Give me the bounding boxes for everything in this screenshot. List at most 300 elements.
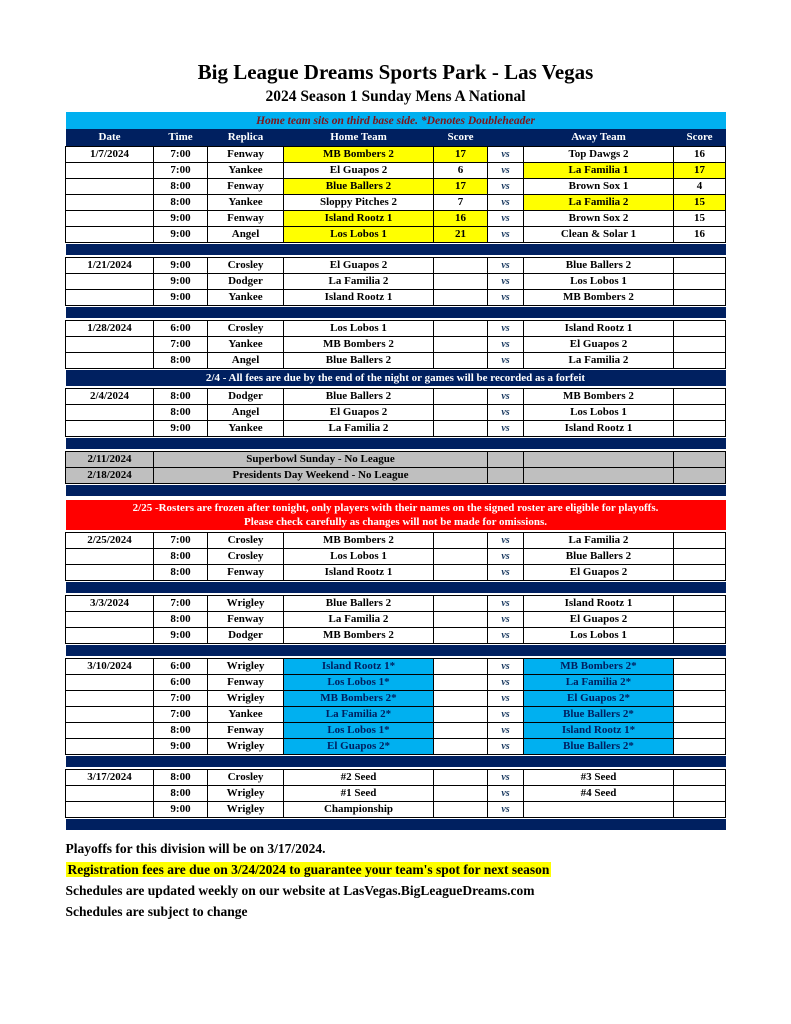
away-score-cell [674, 722, 726, 738]
vs-cell: vs [488, 690, 524, 706]
separator-bar [66, 645, 726, 656]
home-score-cell [434, 532, 488, 548]
schedule-table [65, 112, 726, 832]
game-row [66, 404, 726, 420]
separator-row [66, 756, 726, 767]
time-cell: 7:00 [154, 690, 208, 706]
replica-cell: Angel [208, 226, 284, 242]
vs-cell: vs [488, 162, 524, 178]
date-cell [66, 548, 154, 564]
date-cell: 2/11/2024 [66, 451, 154, 467]
away-score-cell [674, 548, 726, 564]
separator-bar [66, 819, 726, 830]
game-row [66, 658, 726, 674]
home-team-cell: Los Lobos 1* [284, 722, 434, 738]
away-team-cell: MB Bombers 2 [524, 388, 674, 404]
home-team-cell: MB Bombers 2 [284, 532, 434, 548]
game-row [66, 352, 726, 368]
replica-cell: Fenway [208, 722, 284, 738]
footer-text: Registration fees are due on 3/24/2024 to guarantee your team's spot for next season [67, 862, 550, 877]
vs-cell: vs [488, 336, 524, 352]
away-score-cell [674, 595, 726, 611]
date-cell: 1/28/2024 [66, 320, 154, 336]
home-team-cell: Island Rootz 1 [284, 289, 434, 305]
roster-freeze-notice-line: 2/25 -Rosters are frozen after tonight, only players with their names on the signed roster are eligible for playoffs. [132, 502, 659, 514]
time-cell: 8:00 [154, 194, 208, 210]
away-score-cell: 16 [674, 226, 726, 242]
time-cell: 9:00 [154, 257, 208, 273]
no-league-row [66, 451, 726, 467]
date-cell: 3/10/2024 [66, 658, 154, 674]
away-score-cell [674, 273, 726, 289]
date-cell [66, 289, 154, 305]
replica-cell: Wrigley [208, 801, 284, 817]
home-team-cell: El Guapos 2 [284, 162, 434, 178]
home-score-cell: 17 [434, 146, 488, 162]
date-cell [66, 564, 154, 580]
separator-row [66, 438, 726, 449]
game-row [66, 210, 726, 226]
away-score-cell [674, 336, 726, 352]
away-score-cell: 15 [674, 210, 726, 226]
away-team-cell: MB Bombers 2* [524, 658, 674, 674]
replica-cell: Crosley [208, 257, 284, 273]
away-score-cell [674, 801, 726, 817]
replica-cell: Angel [208, 352, 284, 368]
page-subtitle: 2024 Season 1 Sunday Mens A National [265, 88, 526, 105]
vs-cell: vs [488, 548, 524, 564]
home-team-cell: La Familia 2 [284, 611, 434, 627]
game-row [66, 257, 726, 273]
away-team-cell [524, 801, 674, 817]
separator-row [66, 582, 726, 593]
home-team-cell: La Familia 2 [284, 420, 434, 436]
date-cell: 2/25/2024 [66, 532, 154, 548]
replica-cell: Crosley [208, 532, 284, 548]
date-cell [66, 162, 154, 178]
replica-cell: Yankee [208, 162, 284, 178]
vs-cell: vs [488, 738, 524, 754]
home-team-cell: Los Lobos 1* [284, 674, 434, 690]
game-row [66, 336, 726, 352]
home-score-cell [434, 722, 488, 738]
footer-text: Schedules are updated weekly on our website at LasVegas.BigLeagueDreams.com [65, 883, 535, 898]
separator-bar [66, 582, 726, 593]
away-score-cell [674, 738, 726, 754]
time-cell: 8:00 [154, 178, 208, 194]
home-score-cell: 6 [434, 162, 488, 178]
home-score-cell [434, 289, 488, 305]
date-cell [66, 722, 154, 738]
time-cell: 7:00 [154, 146, 208, 162]
home-score-cell [434, 257, 488, 273]
column-header-row [66, 129, 726, 146]
footer-line [66, 880, 726, 901]
game-row [66, 548, 726, 564]
home-score-cell [434, 801, 488, 817]
away-score-cell [674, 451, 726, 467]
column-header-time: Time [154, 129, 208, 146]
time-cell: 8:00 [154, 404, 208, 420]
home-team-cell: Island Rootz 1 [284, 210, 434, 226]
vs-cell: vs [488, 257, 524, 273]
home-score-cell [434, 388, 488, 404]
home-team-cell: MB Bombers 2 [284, 627, 434, 643]
home-team-cell: El Guapos 2 [284, 404, 434, 420]
separator-bar [66, 438, 726, 449]
separator-row [66, 645, 726, 656]
footer-text: Playoffs for this division will be on 3/17/2024. [65, 841, 326, 856]
home-score-cell [434, 273, 488, 289]
date-cell: 3/3/2024 [66, 595, 154, 611]
vs-cell: vs [488, 769, 524, 785]
roster-freeze-notice [66, 500, 726, 530]
spacer-cell [66, 830, 726, 832]
home-score-cell [434, 548, 488, 564]
away-team-cell: Island Rootz 1 [524, 595, 674, 611]
home-team-cell: Los Lobos 1 [284, 320, 434, 336]
time-cell: 9:00 [154, 210, 208, 226]
replica-cell: Wrigley [208, 785, 284, 801]
replica-cell: Wrigley [208, 738, 284, 754]
date-cell: 2/4/2024 [66, 388, 154, 404]
date-cell [66, 226, 154, 242]
footer-line [66, 901, 726, 922]
game-row [66, 690, 726, 706]
game-row [66, 320, 726, 336]
time-cell: 8:00 [154, 785, 208, 801]
date-cell [66, 352, 154, 368]
vs-cell: vs [488, 352, 524, 368]
home-score-cell [434, 352, 488, 368]
home-score-cell [434, 336, 488, 352]
replica-cell: Wrigley [208, 595, 284, 611]
date-cell: 3/17/2024 [66, 769, 154, 785]
game-row [66, 194, 726, 210]
date-cell [66, 674, 154, 690]
date-cell [66, 194, 154, 210]
game-row [66, 706, 726, 722]
game-row [66, 564, 726, 580]
footer-line [66, 859, 726, 880]
date-cell: 2/18/2024 [66, 467, 154, 483]
time-cell: 8:00 [154, 722, 208, 738]
date-cell [66, 611, 154, 627]
date-cell [66, 627, 154, 643]
date-cell: 1/7/2024 [66, 146, 154, 162]
home-team-cell: El Guapos 2 [284, 257, 434, 273]
home-score-cell [434, 658, 488, 674]
vs-cell: vs [488, 595, 524, 611]
separator-bar [66, 756, 726, 767]
time-cell: 6:00 [154, 320, 208, 336]
replica-cell: Yankee [208, 706, 284, 722]
home-team-cell: MB Bombers 2 [284, 146, 434, 162]
page-title: Big League Dreams Sports Park - Las Vegas [197, 60, 594, 84]
away-score-cell: 4 [674, 178, 726, 194]
roster-freeze-notice-row [66, 500, 726, 530]
replica-cell: Yankee [208, 336, 284, 352]
replica-cell: Crosley [208, 320, 284, 336]
away-score-cell [674, 289, 726, 305]
away-team-cell: Blue Ballers 2 [524, 257, 674, 273]
column-header-date: Date [66, 129, 154, 146]
home-score-cell [434, 320, 488, 336]
separator-row [66, 244, 726, 255]
time-cell: 8:00 [154, 611, 208, 627]
home-score-cell: 21 [434, 226, 488, 242]
separator-bar [66, 244, 726, 255]
away-score-cell [674, 388, 726, 404]
replica-cell: Fenway [208, 674, 284, 690]
game-row [66, 611, 726, 627]
game-row [66, 388, 726, 404]
home-team-cell: Blue Ballers 2 [284, 388, 434, 404]
date-cell [66, 801, 154, 817]
game-row [66, 595, 726, 611]
home-score-cell [434, 564, 488, 580]
away-team-cell: Brown Sox 2 [524, 210, 674, 226]
away-score-cell [674, 404, 726, 420]
date-cell [66, 336, 154, 352]
away-team-cell: Island Rootz 1* [524, 722, 674, 738]
date-cell [66, 420, 154, 436]
away-team-cell: El Guapos 2 [524, 564, 674, 580]
home-team-cell: Blue Ballers 2 [284, 352, 434, 368]
replica-cell: Dodger [208, 627, 284, 643]
away-score-cell [674, 564, 726, 580]
game-row [66, 722, 726, 738]
date-cell [66, 210, 154, 226]
home-score-cell [434, 674, 488, 690]
time-cell: 8:00 [154, 769, 208, 785]
time-cell: 6:00 [154, 674, 208, 690]
away-team-cell: La Familia 2 [524, 532, 674, 548]
replica-cell: Dodger [208, 388, 284, 404]
home-score-cell [434, 785, 488, 801]
replica-cell: Fenway [208, 146, 284, 162]
time-cell: 9:00 [154, 738, 208, 754]
home-team-cell: MB Bombers 2* [284, 690, 434, 706]
game-row [66, 146, 726, 162]
game-row [66, 273, 726, 289]
home-team-banner-row [66, 112, 726, 129]
time-cell: 7:00 [154, 595, 208, 611]
game-row [66, 769, 726, 785]
no-league-text: Presidents Day Weekend - No League [154, 467, 488, 483]
away-team-cell: Blue Ballers 2 [524, 548, 674, 564]
home-team-cell: Island Rootz 1* [284, 658, 434, 674]
vs-cell: vs [488, 532, 524, 548]
replica-cell: Wrigley [208, 690, 284, 706]
game-row [66, 420, 726, 436]
home-team-cell: Championship [284, 801, 434, 817]
replica-cell: Fenway [208, 611, 284, 627]
home-score-cell: 7 [434, 194, 488, 210]
home-team-cell: Island Rootz 1 [284, 564, 434, 580]
replica-cell: Dodger [208, 273, 284, 289]
time-cell: 7:00 [154, 532, 208, 548]
replica-cell: Yankee [208, 420, 284, 436]
separator-bar [66, 307, 726, 318]
away-team-cell: Los Lobos 1 [524, 404, 674, 420]
home-score-cell [434, 595, 488, 611]
home-team-cell: Sloppy Pitches 2 [284, 194, 434, 210]
away-team-cell: Blue Ballers 2* [524, 706, 674, 722]
footer-text: Schedules are subject to change [65, 904, 248, 919]
away-score-cell [674, 420, 726, 436]
home-team-cell: Los Lobos 1 [284, 548, 434, 564]
separator-row [66, 485, 726, 496]
replica-cell: Fenway [208, 178, 284, 194]
away-team-cell: MB Bombers 2 [524, 289, 674, 305]
footer-line [66, 838, 726, 859]
date-cell [66, 404, 154, 420]
away-score-cell [674, 706, 726, 722]
home-team-cell: La Familia 2* [284, 706, 434, 722]
column-header-home-team: Home Team [284, 129, 434, 146]
away-team-cell: Los Lobos 1 [524, 627, 674, 643]
vs-cell: vs [488, 706, 524, 722]
replica-cell: Angel [208, 404, 284, 420]
time-cell: 7:00 [154, 336, 208, 352]
time-cell: 8:00 [154, 352, 208, 368]
away-score-cell [674, 658, 726, 674]
away-team-cell: La Familia 2 [524, 194, 674, 210]
vs-cell [488, 451, 524, 467]
footer [66, 838, 726, 922]
away-team-cell [524, 467, 674, 483]
away-score-cell [674, 785, 726, 801]
game-row [66, 178, 726, 194]
replica-cell: Yankee [208, 289, 284, 305]
column-header-vs [488, 129, 524, 146]
spacer-row [66, 830, 726, 832]
home-team-cell: Blue Ballers 2 [284, 595, 434, 611]
away-team-cell: #3 Seed [524, 769, 674, 785]
game-row [66, 627, 726, 643]
home-score-cell [434, 420, 488, 436]
column-header-away-team: Away Team [524, 129, 674, 146]
home-score-cell: 16 [434, 210, 488, 226]
home-team-cell: #2 Seed [284, 769, 434, 785]
home-team-cell: Blue Ballers 2 [284, 178, 434, 194]
away-team-cell: Brown Sox 1 [524, 178, 674, 194]
away-score-cell [674, 769, 726, 785]
vs-cell: vs [488, 146, 524, 162]
date-cell [66, 178, 154, 194]
column-header-score: Score [674, 129, 726, 146]
home-score-cell: 17 [434, 178, 488, 194]
home-score-cell [434, 404, 488, 420]
vs-cell: vs [488, 194, 524, 210]
date-cell [66, 273, 154, 289]
vs-cell: vs [488, 627, 524, 643]
away-team-cell: El Guapos 2 [524, 336, 674, 352]
home-team-cell: El Guapos 2* [284, 738, 434, 754]
time-cell: 8:00 [154, 388, 208, 404]
no-league-row [66, 467, 726, 483]
away-score-cell [674, 532, 726, 548]
away-score-cell: 17 [674, 162, 726, 178]
home-score-cell [434, 690, 488, 706]
vs-cell: vs [488, 658, 524, 674]
vs-cell: vs [488, 388, 524, 404]
vs-cell: vs [488, 420, 524, 436]
game-row [66, 785, 726, 801]
vs-cell: vs [488, 226, 524, 242]
replica-cell: Crosley [208, 769, 284, 785]
home-team-cell: La Familia 2 [284, 273, 434, 289]
home-score-cell [434, 738, 488, 754]
vs-cell: vs [488, 785, 524, 801]
time-cell: 8:00 [154, 564, 208, 580]
time-cell: 6:00 [154, 658, 208, 674]
game-row [66, 532, 726, 548]
vs-cell: vs [488, 320, 524, 336]
away-score-cell [674, 674, 726, 690]
date-cell [66, 785, 154, 801]
away-score-cell [674, 320, 726, 336]
replica-cell: Crosley [208, 548, 284, 564]
time-cell: 9:00 [154, 289, 208, 305]
time-cell: 9:00 [154, 627, 208, 643]
date-cell [66, 738, 154, 754]
away-score-cell [674, 467, 726, 483]
replica-cell: Fenway [208, 564, 284, 580]
home-score-cell [434, 769, 488, 785]
away-team-cell: Clean & Solar 1 [524, 226, 674, 242]
vs-cell: vs [488, 289, 524, 305]
time-cell: 9:00 [154, 226, 208, 242]
home-team-banner-text: Home team sits on third base side. *Denotes Doubleheader [66, 112, 726, 129]
vs-cell: vs [488, 178, 524, 194]
vs-cell: vs [488, 611, 524, 627]
away-team-cell: Los Lobos 1 [524, 273, 674, 289]
time-cell: 8:00 [154, 548, 208, 564]
no-league-text: Superbowl Sunday - No League [154, 451, 488, 467]
separator-row [66, 819, 726, 830]
home-score-cell [434, 611, 488, 627]
away-score-cell [674, 611, 726, 627]
time-cell: 7:00 [154, 162, 208, 178]
away-team-cell [524, 451, 674, 467]
vs-cell: vs [488, 722, 524, 738]
away-team-cell: Island Rootz 1 [524, 420, 674, 436]
home-team-cell: MB Bombers 2 [284, 336, 434, 352]
away-team-cell: Island Rootz 1 [524, 320, 674, 336]
separator-bar [66, 485, 726, 496]
vs-cell: vs [488, 674, 524, 690]
away-score-cell [674, 627, 726, 643]
game-row [66, 738, 726, 754]
away-score-cell: 16 [674, 146, 726, 162]
home-team-cell: Los Lobos 1 [284, 226, 434, 242]
vs-cell: vs [488, 210, 524, 226]
date-cell [66, 706, 154, 722]
time-cell: 7:00 [154, 706, 208, 722]
separator-row [66, 307, 726, 318]
away-team-cell: Top Dawgs 2 [524, 146, 674, 162]
time-cell: 9:00 [154, 420, 208, 436]
home-team-cell: #1 Seed [284, 785, 434, 801]
away-score-cell [674, 352, 726, 368]
vs-cell: vs [488, 564, 524, 580]
away-team-cell: La Familia 2 [524, 352, 674, 368]
replica-cell: Fenway [208, 210, 284, 226]
roster-freeze-notice-line: Please check carefully as changes will not be made for omissions. [244, 516, 547, 528]
column-header-replica: Replica [208, 129, 284, 146]
